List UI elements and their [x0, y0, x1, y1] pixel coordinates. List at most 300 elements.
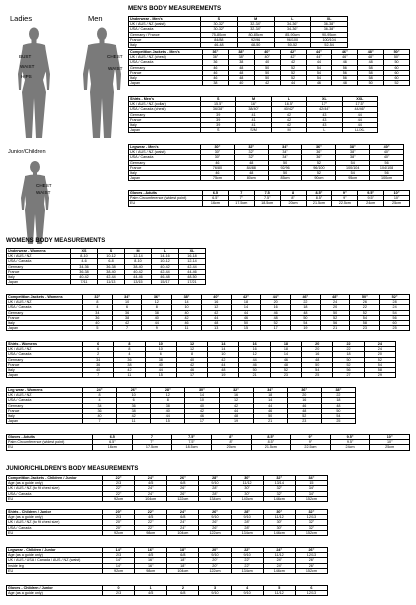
- row-label-cell: USA / Canada: [129, 60, 203, 65]
- row-label-cell: UK / AUS / NZ: [7, 347, 83, 352]
- table-cell: 22": [103, 486, 135, 491]
- table-cell: 44: [208, 362, 239, 367]
- table-cell: 22": [103, 476, 135, 481]
- table-header-row: [129, 50, 410, 55]
- table-cell: 90cm: [302, 176, 336, 181]
- table-cell: 92cm: [103, 568, 135, 573]
- table-cell: 14: [208, 342, 239, 347]
- table-cell: 2: [167, 586, 199, 591]
- row-label-cell: Shirts - Men's: [129, 97, 201, 102]
- table-cell: 36: [114, 357, 145, 362]
- table-cell: 23: [350, 326, 380, 331]
- table-cell: 24": [167, 520, 199, 525]
- table-cell: 0: [103, 586, 135, 591]
- table-cell: 9/10: [231, 553, 263, 558]
- table-cell: 54: [291, 321, 321, 326]
- table-cell: 6/8: [167, 591, 199, 596]
- table-cell: 22.5cm: [291, 445, 331, 450]
- table-cell: 41: [236, 123, 271, 128]
- row-label-cell: USA / Canada: [129, 155, 201, 160]
- waist-label-junior: WAIST: [36, 190, 51, 195]
- table-cell: 41: [236, 117, 271, 122]
- table-cell: 13: [201, 326, 231, 331]
- table-cell: 20": [199, 548, 231, 553]
- table-cell: 22": [135, 520, 167, 525]
- table-cell: 18: [291, 305, 321, 310]
- table-cell: 58: [358, 76, 384, 81]
- table-cell: 20": [199, 558, 231, 563]
- table-cell: 24cm: [330, 445, 370, 450]
- table-cell: XL: [307, 97, 342, 102]
- row-label-cell: UK / AUS / NZ (waist): [129, 22, 201, 27]
- table-cell: 39: [201, 123, 236, 128]
- table-cell: 140cm: [231, 496, 263, 501]
- table-cell: 28": [231, 525, 263, 530]
- table-cell: 16-18: [179, 254, 206, 259]
- row-label-cell: France: [129, 165, 201, 170]
- row-label-cell: USA / Canada: [7, 259, 71, 264]
- table-cell: 18: [253, 393, 287, 398]
- table-cell: 40: [145, 362, 176, 367]
- table-row: [7, 530, 328, 535]
- table-cell: 100cm: [370, 176, 404, 181]
- table-cell: 40": [370, 145, 404, 150]
- table-cell: 6.5: [93, 435, 133, 440]
- table-cell: 8.5": [306, 196, 332, 201]
- table-cell: 6: [83, 347, 114, 352]
- table-cell: 50: [384, 60, 410, 65]
- table-cell: 34-36: [71, 264, 98, 269]
- table-cell: 48: [228, 76, 254, 81]
- table-cell: 48: [208, 368, 239, 373]
- table-cell: 122cm: [199, 568, 231, 573]
- table-cell: 30": [263, 520, 295, 525]
- table-cell: 22: [321, 393, 355, 398]
- table-cell: 17: [185, 419, 219, 424]
- table-cell: 48-50: [179, 275, 206, 280]
- table-cell: 34": [295, 476, 327, 481]
- table-cell: 13/15: [125, 280, 152, 285]
- table-cell: 18": [167, 558, 199, 563]
- junior-jackets-table: [6, 475, 328, 502]
- table-cell: 8": [280, 196, 306, 201]
- table-cell: 48-50: [237, 43, 274, 48]
- table-cell: 42-44: [179, 264, 206, 269]
- table-cell: 14": [103, 563, 135, 568]
- table-cell: 56: [320, 321, 350, 326]
- row-label-cell: UK / AUS / NZ (collar): [129, 102, 201, 107]
- table-cell: 7: [112, 326, 142, 331]
- table-cell: 52: [270, 368, 301, 373]
- table-cell: 4/5: [135, 591, 167, 596]
- table-cell: 34: [83, 310, 113, 315]
- row-label-cell: Italy: [129, 171, 201, 176]
- table-cell: 10: [117, 393, 151, 398]
- table-cell: 18: [333, 352, 364, 357]
- table-cell: 54: [336, 171, 370, 176]
- table-cell: 12: [239, 352, 270, 357]
- table-cell: 12: [201, 305, 231, 310]
- table-cell: 22": [231, 563, 263, 568]
- table-cell: 38: [203, 81, 229, 86]
- table-cell: 38: [228, 60, 254, 65]
- men-jackets-table: [128, 49, 410, 86]
- row-label-cell: Italy: [129, 76, 203, 81]
- table-cell: 19: [208, 373, 239, 378]
- table-cell: 46: [185, 414, 219, 419]
- table-cell: 36": [302, 155, 336, 160]
- table-cell: 30-32": [201, 22, 238, 27]
- table-cell: 46: [287, 403, 321, 408]
- row-label-cell: France: [7, 315, 83, 320]
- row-label-cell: Age (as a guide only): [7, 481, 103, 486]
- table-cell: 5: [83, 326, 113, 331]
- table-cell: 30": [263, 525, 295, 530]
- table-cell: 36: [83, 362, 114, 367]
- table-cell: 41: [236, 112, 271, 117]
- table-cell: 40": [201, 295, 231, 300]
- table-cell: 9.5": [330, 435, 370, 440]
- table-cell: 122cm: [199, 530, 231, 535]
- row-label-cell: Japan: [129, 128, 201, 133]
- table-cell: 28": [199, 486, 231, 491]
- table-cell: 38: [112, 315, 142, 320]
- table-cell: 22": [231, 548, 263, 553]
- table-cell: 54: [336, 160, 370, 165]
- table-cell: 8-10: [125, 259, 152, 264]
- table-cell: 42: [219, 403, 253, 408]
- table-cell: 40": [370, 150, 404, 155]
- table-cell: 104cm: [167, 530, 199, 535]
- table-cell: 9: [142, 326, 172, 331]
- table-cell: 32-34": [237, 22, 274, 27]
- table-cell: 24": [167, 525, 199, 530]
- table-cell: 12-14: [125, 254, 152, 259]
- row-label-cell: Italy: [7, 275, 71, 280]
- table-cell: 36": [302, 145, 336, 150]
- table-cell: 7.5": [254, 196, 280, 201]
- table-cell: 42: [201, 310, 231, 315]
- table-cell: 146cm: [263, 530, 295, 535]
- row-label-cell: Age (as a guide only): [7, 553, 103, 558]
- table-cell: 17.5": [342, 102, 377, 107]
- table-cell: 25cm: [384, 201, 410, 206]
- table-cell: 42: [112, 321, 142, 326]
- table-cell: 25: [302, 373, 333, 378]
- table-cell: 20: [320, 305, 350, 310]
- table-row: [129, 43, 348, 48]
- table-cell: 50: [231, 321, 261, 326]
- table-cell: 9.5": [330, 440, 370, 445]
- table-cell: 48: [228, 70, 254, 75]
- table-cell: 36": [203, 50, 229, 55]
- table-cell: 134cm: [231, 530, 263, 535]
- table-cell: 36-38: [98, 264, 125, 269]
- table-cell: XL: [311, 17, 348, 22]
- table-cell: 22.5cm: [332, 201, 358, 206]
- table-cell: 24: [380, 305, 410, 310]
- table-cell: 9/10: [199, 553, 231, 558]
- row-label-cell: EU: [7, 496, 103, 501]
- table-cell: 40": [370, 155, 404, 160]
- table-cell: 44: [253, 403, 287, 408]
- table-cell: 42: [117, 414, 151, 419]
- table-cell: 75cm: [201, 176, 235, 181]
- table-cell: 32": [263, 476, 295, 481]
- table-cell: 34": [253, 388, 287, 393]
- table-cell: 11: [172, 326, 202, 331]
- table-cell: 52: [280, 65, 306, 70]
- table-cell: 30": [201, 145, 235, 150]
- table-cell: 9/10: [199, 515, 231, 520]
- row-label-cell: UK / AUS / NZ (chest): [129, 55, 203, 60]
- table-cell: 20cm: [280, 201, 306, 206]
- table-cell: 36": [302, 150, 336, 155]
- women-shirts-table: [6, 341, 396, 378]
- women-gloves-table: [6, 434, 410, 451]
- table-cell: 90-95cm: [311, 32, 348, 37]
- table-cell: 48: [291, 310, 321, 315]
- table-cell: 152cm: [295, 530, 327, 535]
- row-label-cell: Italy: [7, 414, 83, 419]
- table-cell: 43: [307, 117, 342, 122]
- table-cell: 9/10: [231, 515, 263, 520]
- table-cell: 28": [231, 510, 263, 515]
- table-cell: 38: [142, 310, 172, 315]
- table-cell: 60: [384, 65, 410, 70]
- men-legwear-table: [128, 144, 404, 181]
- table-cell: 6.5: [203, 191, 229, 196]
- table-cell: 50-52: [274, 43, 311, 48]
- table-cell: 30-32": [201, 27, 238, 32]
- table-cell: 7": [228, 196, 254, 201]
- table-cell: 7.5: [254, 191, 280, 196]
- row-label-cell: USA / Canada: [7, 352, 83, 357]
- table-cell: 18": [167, 563, 199, 568]
- table-cell: 54: [306, 76, 332, 81]
- table-cell: 20": [103, 525, 135, 530]
- table-cell: 11/12: [231, 481, 263, 486]
- table-cell: 52: [261, 321, 291, 326]
- table-cell: 24": [263, 558, 295, 563]
- table-cell: 40": [254, 50, 280, 55]
- table-cell: 15/17: [152, 280, 179, 285]
- table-cell: 42": [280, 55, 306, 60]
- table-cell: 9": [291, 435, 331, 440]
- table-cell: 4/5: [135, 553, 167, 558]
- table-cell: M: [125, 249, 152, 254]
- table-cell: 32": [83, 295, 113, 300]
- table-cell: 24: [364, 347, 395, 352]
- table-cell: 134cm: [231, 568, 263, 573]
- table-cell: 52: [280, 70, 306, 75]
- junior-gloves-table: [6, 585, 328, 596]
- table-cell: 9.5": [358, 191, 384, 196]
- table-cell: 46-48: [201, 43, 238, 48]
- table-cell: 34": [295, 486, 327, 491]
- table-cell: 100/104: [336, 165, 370, 170]
- table-cell: 12: [176, 347, 207, 352]
- table-cell: 40: [151, 408, 185, 413]
- table-cell: 27: [333, 373, 364, 378]
- table-cell: 20cm: [211, 445, 251, 450]
- table-cell: 40: [83, 368, 114, 373]
- table-cell: 22": [135, 525, 167, 530]
- table-cell: 58: [350, 321, 380, 326]
- table-cell: 6: [112, 305, 142, 310]
- table-cell: 26": [295, 563, 327, 568]
- table-cell: 22: [333, 347, 364, 352]
- table-cell: 38": [336, 145, 370, 150]
- table-cell: S: [98, 249, 125, 254]
- row-label-cell: Japan: [7, 373, 83, 378]
- row-label-cell: Italy: [7, 368, 83, 373]
- table-cell: 38": [336, 155, 370, 160]
- table-cell: 36: [203, 60, 229, 65]
- table-cell: 8.5": [251, 440, 291, 445]
- table-cell: 42: [114, 368, 145, 373]
- table-cell: 22: [291, 300, 321, 305]
- table-cell: 14: [253, 398, 287, 403]
- women-jackets-table: [6, 294, 410, 331]
- row-label-cell: USA / Canada: [7, 525, 103, 530]
- table-cell: 50: [253, 414, 287, 419]
- table-cell: 21.5cm: [251, 445, 291, 450]
- row-label-cell: France: [129, 70, 203, 75]
- table-cell: 54: [306, 65, 332, 70]
- row-label-cell: France: [129, 37, 201, 42]
- table-cell: 15.5": [201, 102, 236, 107]
- row-label-cell: Gloves - Children / Junior: [7, 586, 103, 591]
- table-row: [7, 496, 328, 501]
- table-cell: 54: [350, 315, 380, 320]
- table-cell: 16: [287, 398, 321, 403]
- women-legwear-table: [6, 387, 356, 424]
- table-cell: 10": [384, 196, 410, 201]
- table-cell: 48": [358, 55, 384, 60]
- table-cell: 6.5": [203, 196, 229, 201]
- table-cell: 40: [83, 321, 113, 326]
- table-cell: 11/12: [263, 515, 295, 520]
- row-label-cell: EU: [7, 530, 103, 535]
- table-cell: 14: [208, 347, 239, 352]
- table-cell: 18.5cm: [172, 445, 212, 450]
- table-cell: 50: [321, 408, 355, 413]
- row-label-cell: UK / AUS / NZ (to fit chest size): [7, 486, 103, 491]
- table-cell: 48: [358, 60, 384, 65]
- table-cell: 84/88: [201, 37, 238, 42]
- table-cell: 11: [114, 373, 145, 378]
- table-cell: 42: [271, 117, 306, 122]
- waist-label-men: WAIST: [108, 66, 123, 71]
- table-cell: 50: [254, 70, 280, 75]
- men-figure-icon: [80, 26, 124, 142]
- table-cell: 30": [231, 491, 263, 496]
- table-cell: 39: [201, 117, 236, 122]
- row-label-cell: Germany: [7, 310, 83, 315]
- table-cell: 42": [280, 50, 306, 55]
- table-cell: 17/21: [179, 280, 206, 285]
- table-cell: 14-16: [152, 254, 179, 259]
- row-label-cell: Japan: [7, 326, 83, 331]
- table-cell: 54: [380, 310, 410, 315]
- table-cell: 152cm: [295, 496, 327, 501]
- table-cell: 100/104: [311, 37, 348, 42]
- table-row: [129, 176, 404, 181]
- table-cell: 8": [211, 440, 251, 445]
- table-cell: 6.5": [93, 440, 133, 445]
- table-cell: 36: [117, 403, 151, 408]
- table-cell: 36-38": [311, 22, 348, 27]
- table-cell: 28": [231, 520, 263, 525]
- table-cell: 38: [117, 408, 151, 413]
- table-cell: 36/38": [201, 107, 236, 112]
- table-cell: S: [201, 97, 236, 102]
- table-cell: 7/11: [71, 280, 98, 285]
- table-cell: 44: [280, 81, 306, 86]
- table-cell: XS: [71, 249, 98, 254]
- table-cell: 18: [270, 342, 301, 347]
- table-cell: 28": [199, 476, 231, 481]
- table-cell: 56: [332, 76, 358, 81]
- table-cell: 38: [114, 362, 145, 367]
- table-cell: 4/5: [135, 481, 167, 486]
- table-cell: 10: [112, 300, 142, 305]
- table-cell: 15: [151, 419, 185, 424]
- table-cell: 8: [83, 393, 117, 398]
- table-cell: 34": [295, 491, 327, 496]
- table-cell: 20": [103, 510, 135, 515]
- table-cell: 14: [185, 393, 219, 398]
- row-label-cell: Germany / France: [129, 32, 201, 37]
- table-cell: 9.5": [358, 196, 384, 201]
- table-cell: 10: [185, 398, 219, 403]
- table-cell: 22": [103, 491, 135, 496]
- table-cell: 44: [342, 112, 377, 117]
- table-cell: 38-40: [98, 269, 125, 274]
- table-cell: 42: [280, 60, 306, 65]
- table-cell: 44: [219, 408, 253, 413]
- table-cell: 26": [167, 491, 199, 496]
- row-label-cell: EU: [129, 201, 203, 206]
- table-cell: 8: [83, 300, 113, 305]
- table-cell: 50: [320, 310, 350, 315]
- table-cell: 42: [176, 362, 207, 367]
- table-cell: L: [307, 128, 342, 133]
- table-cell: 52: [287, 414, 321, 419]
- table-cell: 22": [135, 510, 167, 515]
- table-cell: 44: [342, 117, 377, 122]
- table-cell: 6/8: [167, 553, 199, 558]
- row-label-cell: Italy: [129, 43, 201, 48]
- table-cell: 7: [83, 419, 117, 424]
- table-cell: 75-80cm: [201, 32, 238, 37]
- table-cell: 44: [342, 123, 377, 128]
- table-cell: 46: [203, 76, 229, 81]
- table-cell: 6: [145, 352, 176, 357]
- table-cell: 9": [332, 191, 358, 196]
- row-label-cell: Germany: [129, 112, 201, 117]
- table-cell: 18": [167, 548, 199, 553]
- table-cell: 60: [384, 70, 410, 75]
- table-cell: 52: [302, 160, 336, 165]
- men-underwear-table: [128, 16, 348, 48]
- table-cell: 36: [83, 315, 113, 320]
- table-cell: 26": [295, 558, 327, 563]
- table-cell: 42: [254, 81, 280, 86]
- table-cell: 42: [185, 408, 219, 413]
- table-cell: 36: [112, 310, 142, 315]
